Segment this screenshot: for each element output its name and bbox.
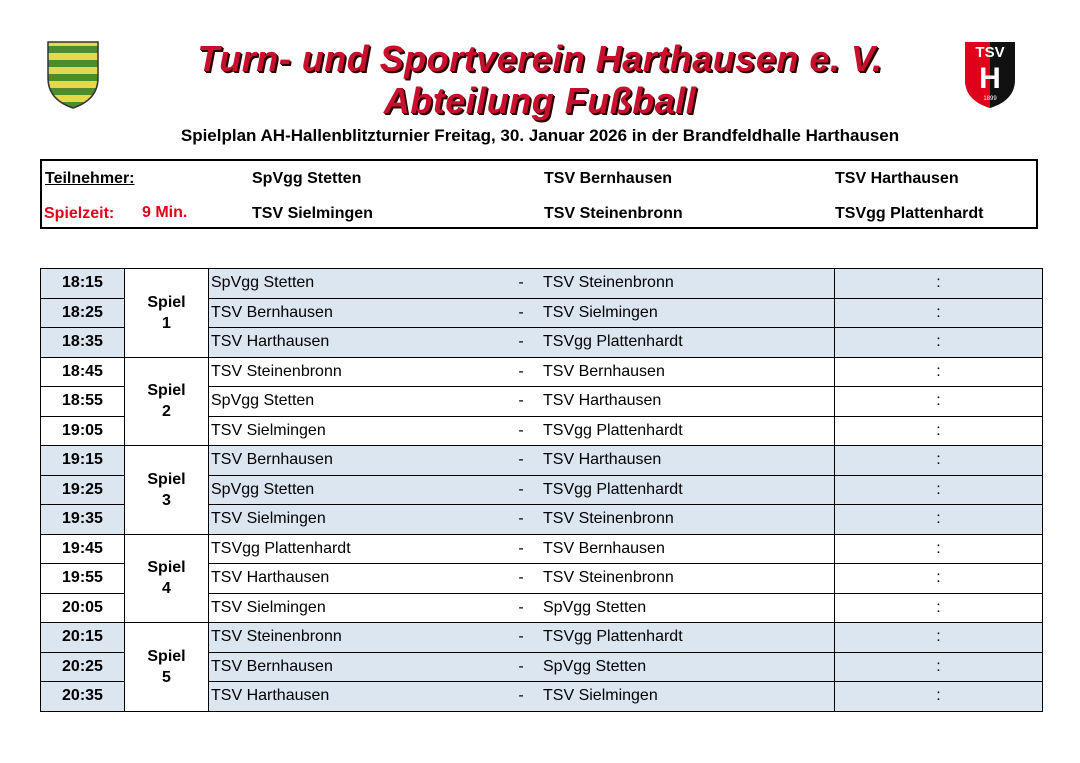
match-time: 18:35: [41, 328, 125, 358]
spielzeit-label: Spielzeit:: [44, 205, 115, 222]
match-separator: -: [501, 623, 541, 653]
away-team: TSVgg Plattenhardt: [541, 328, 835, 358]
match-separator: -: [501, 534, 541, 564]
match-row: [41, 357, 1043, 387]
away-team: TSVgg Plattenhardt: [541, 623, 835, 653]
away-team: TSVgg Plattenhardt: [541, 475, 835, 505]
match-separator: -: [501, 387, 541, 417]
match-separator: -: [501, 269, 541, 299]
score-cell: :: [835, 593, 1043, 623]
home-team: TSV Bernhausen: [209, 298, 502, 328]
match-row: [41, 446, 1043, 476]
away-team: TSV Sielmingen: [541, 298, 835, 328]
score-cell: :: [835, 328, 1043, 358]
match-time: 20:35: [41, 682, 125, 712]
round-label: Spiel: [147, 559, 186, 577]
away-team: TSV Steinenbronn: [541, 564, 835, 594]
match-separator: -: [501, 505, 541, 535]
match-row: [41, 534, 1043, 564]
home-team: SpVgg Stetten: [209, 475, 502, 505]
match-separator: -: [501, 416, 541, 446]
home-team: TSV Bernhausen: [209, 652, 502, 682]
round-label-cell: [125, 269, 209, 358]
home-team: TSVgg Plattenhardt: [209, 534, 502, 564]
participant-team: TSVgg Plattenhardt: [835, 205, 984, 222]
score-cell: :: [835, 387, 1043, 417]
department-title: Abteilung Fußball: [383, 80, 697, 121]
match-separator: -: [501, 446, 541, 476]
spielzeit-value: 9 Min.: [142, 204, 188, 221]
round-label: Spiel: [147, 382, 186, 400]
away-team: TSV Harthausen: [541, 387, 835, 417]
home-team: TSV Harthausen: [209, 328, 502, 358]
match-separator: -: [501, 652, 541, 682]
score-cell: :: [835, 623, 1043, 653]
match-schedule-table: [40, 268, 1043, 712]
score-cell: :: [835, 682, 1043, 712]
participants-box: [40, 159, 1038, 229]
match-separator: -: [501, 475, 541, 505]
match-row: [41, 623, 1043, 653]
away-team: TSV Bernhausen: [541, 357, 835, 387]
score-cell: :: [835, 446, 1043, 476]
away-team: TSV Steinenbronn: [541, 505, 835, 535]
score-cell: :: [835, 416, 1043, 446]
home-team: TSV Steinenbronn: [209, 357, 502, 387]
participant-team: SpVgg Stetten: [252, 170, 362, 187]
club-title: Turn- und Sportverein Harthausen e. V.: [197, 38, 883, 79]
home-team: TSV Harthausen: [209, 564, 502, 594]
match-separator: -: [501, 298, 541, 328]
match-separator: -: [501, 328, 541, 358]
home-team: TSV Sielmingen: [209, 416, 502, 446]
round-label-cell: [125, 357, 209, 446]
round-label-cell: [125, 623, 209, 712]
away-team: TSV Steinenbronn: [541, 269, 835, 299]
match-time: 19:25: [41, 475, 125, 505]
home-team: TSV Steinenbronn: [209, 623, 502, 653]
tsv-logo-letter: H: [979, 62, 1001, 95]
match-time: 18:45: [41, 357, 125, 387]
home-team: TSV Sielmingen: [209, 505, 502, 535]
match-time: 19:55: [41, 564, 125, 594]
tournament-subtitle: Spielplan AH-Hallenblitzturnier Freitag, 30. Januar 2026 in der Brandfeldhalle Harthausen: [180, 126, 900, 145]
away-team: SpVgg Stetten: [541, 593, 835, 623]
score-cell: :: [835, 652, 1043, 682]
match-time: 18:55: [41, 387, 125, 417]
round-number: 3: [162, 491, 171, 509]
home-team: TSV Bernhausen: [209, 446, 502, 476]
away-team: TSV Sielmingen: [541, 682, 835, 712]
participant-team: TSV Sielmingen: [252, 205, 373, 222]
round-number: 5: [162, 668, 171, 686]
score-cell: :: [835, 357, 1043, 387]
score-cell: :: [835, 564, 1043, 594]
match-time: 18:25: [41, 298, 125, 328]
score-cell: :: [835, 475, 1043, 505]
match-time: 20:25: [41, 652, 125, 682]
round-label-cell: [125, 446, 209, 535]
score-cell: :: [835, 534, 1043, 564]
match-separator: -: [501, 682, 541, 712]
home-team: TSV Sielmingen: [209, 593, 502, 623]
match-time: 19:15: [41, 446, 125, 476]
match-time: 20:15: [41, 623, 125, 653]
away-team: TSV Bernhausen: [541, 534, 835, 564]
away-team: SpVgg Stetten: [541, 652, 835, 682]
match-time: 19:05: [41, 416, 125, 446]
score-cell: :: [835, 269, 1043, 299]
score-cell: :: [835, 505, 1043, 535]
match-separator: -: [501, 357, 541, 387]
round-label: Spiel: [147, 470, 186, 488]
participants-label: Teilnehmer:: [45, 170, 135, 187]
match-time: 19:45: [41, 534, 125, 564]
participant-team: TSV Steinenbronn: [544, 205, 683, 222]
round-label: Spiel: [147, 293, 186, 311]
participant-team: TSV Bernhausen: [544, 170, 673, 187]
match-time: 18:15: [41, 269, 125, 299]
match-row: [41, 269, 1043, 299]
tsv-logo-text: TSV: [975, 44, 1005, 61]
match-separator: -: [501, 564, 541, 594]
match-separator: -: [501, 593, 541, 623]
participant-team: TSV Harthausen: [835, 170, 959, 187]
away-team: TSVgg Plattenhardt: [541, 416, 835, 446]
round-number: 2: [162, 403, 171, 421]
home-team: TSV Harthausen: [209, 682, 502, 712]
away-team: TSV Harthausen: [541, 446, 835, 476]
round-label-cell: [125, 534, 209, 623]
round-number: 1: [162, 314, 171, 332]
tsv-logo-icon: [963, 40, 1017, 110]
match-time: 20:05: [41, 593, 125, 623]
home-team: SpVgg Stetten: [209, 269, 502, 299]
round-number: 4: [162, 580, 171, 598]
score-cell: :: [835, 298, 1043, 328]
home-team: SpVgg Stetten: [209, 387, 502, 417]
tsv-logo-year: 1899: [983, 96, 997, 102]
match-time: 19:35: [41, 505, 125, 535]
round-label: Spiel: [147, 647, 186, 665]
